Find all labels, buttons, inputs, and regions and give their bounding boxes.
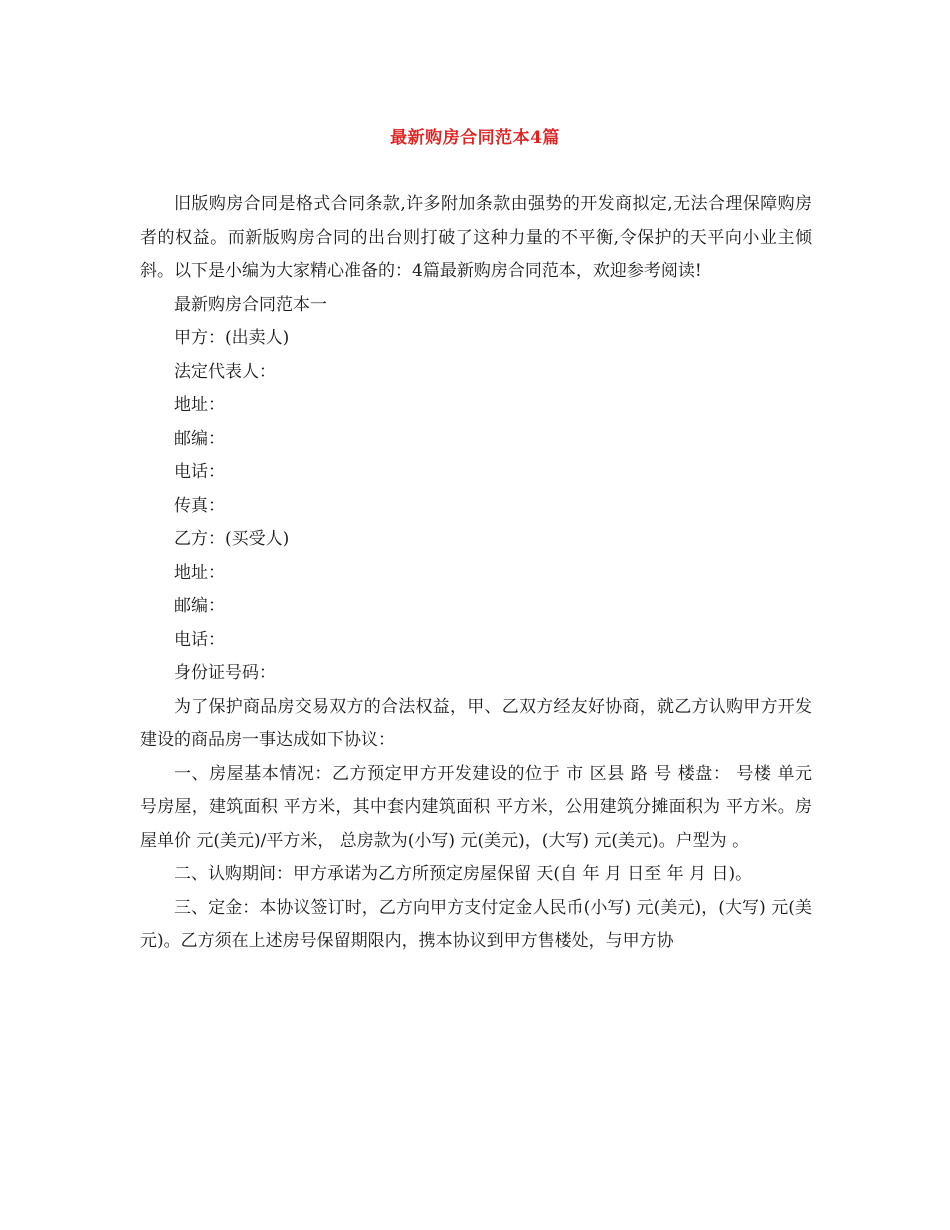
paragraph-phone-a: 电话： bbox=[174, 462, 225, 482]
paragraph-preamble: 为了保护商品房交易双方的合法权益，甲、乙双方经友好协商，就乙方认购甲方开发建设的商品房一事达成如下协议： bbox=[140, 696, 812, 750]
paragraph-id-number: 身份证号码： bbox=[174, 663, 276, 683]
paragraph-postcode-b: 邮编： bbox=[174, 596, 225, 616]
document-body bbox=[140, 188, 812, 959]
paragraph-intro: 旧版购房合同是格式合同条款,许多附加条款由强势的开发商拟定,无法合理保障购房者的权益。而新版购房合同的出台则打破了这种力量的不平衡,令保护的天平向小业主倾斜。以下是小编为大家精心准备的：4篇最新购房合同范本，欢迎参考阅读! bbox=[140, 194, 812, 281]
paragraph-clause-2: 二、认购期间：甲方承诺为乙方所预定房屋保留 天(自 年 月 日至 年 月 日)。 bbox=[174, 864, 753, 884]
paragraph-party-a: 甲方：(出卖人) bbox=[174, 328, 290, 348]
paragraph-phone-b: 电话： bbox=[174, 629, 225, 650]
paragraph-clause-1: 一、房屋基本情况：乙方预定甲方开发建设的位于 市 区县 路 号 楼盘： 号楼 单元 号房屋，建筑面积 平方米，其中套内建筑面积 平方米，公用建筑分摊面积为 平方米。房屋单价 元(美元)/平方米， 总房款为(小写) 元(美元)，(大写) 元(美元)。户型为 。 bbox=[140, 763, 812, 851]
paragraph-section-heading: 最新购房合同范本一 bbox=[174, 294, 327, 315]
paragraph-postcode-a: 邮编： bbox=[174, 428, 225, 449]
paragraph-party-b: 乙方：(买受人) bbox=[174, 529, 290, 549]
paragraph-clause-3: 三、定金：本协议签订时，乙方向甲方支付定金人民币(小写) 元(美元)，(大写) 元(美元)。乙方须在上述房号保留期限内，携本协议到甲方售楼处，与甲方协 bbox=[140, 897, 812, 951]
paragraph-legal-rep: 法定代表人： bbox=[174, 361, 276, 382]
paragraph-fax-a: 传真： bbox=[174, 495, 225, 516]
document-title: 最新购房合同范本4篇 bbox=[390, 128, 560, 148]
paragraph-address-a: 地址： bbox=[174, 395, 225, 415]
paragraph-address-b: 地址： bbox=[174, 562, 225, 583]
